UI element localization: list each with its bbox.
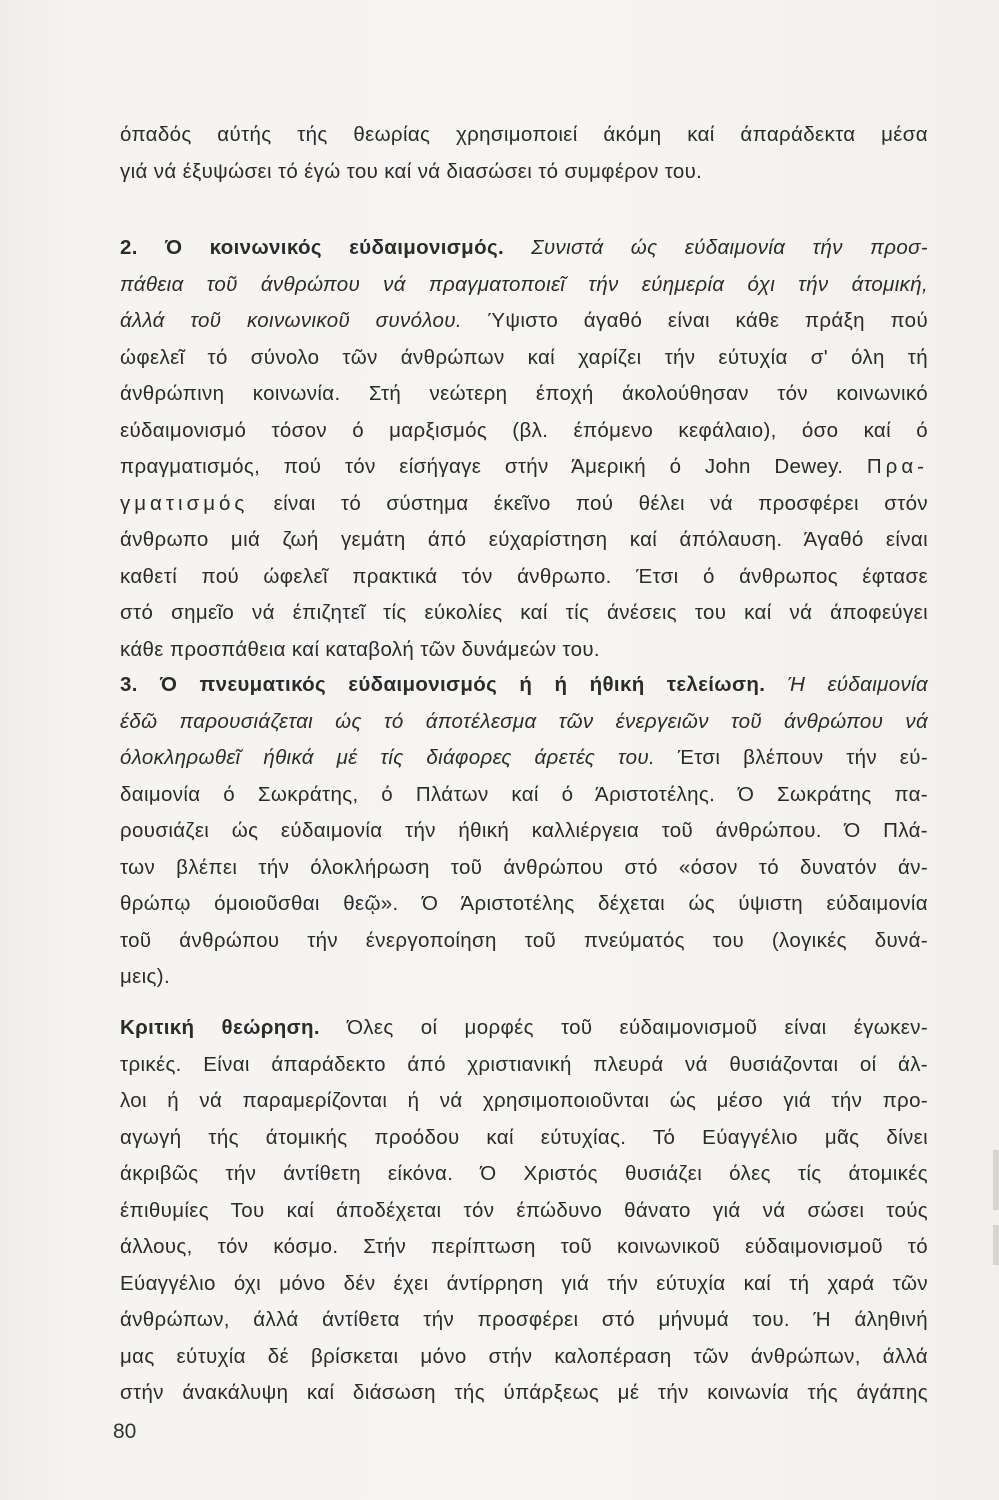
text-line: γιά νά έξυψώσει τό έγώ του καί νά διασώσει τό συμφέρον του. — [120, 159, 703, 183]
section-heading: Κριτική θεώρηση. — [120, 1016, 320, 1039]
text-line — [120, 740, 928, 777]
section-heading: 2. Ό κοινωνικός εύδαιμονισμός. — [120, 236, 504, 259]
text-line: θρώπῳ όμοιοῦσθαι θεῷ». Ό Άριστοτέλης δέχεται ώς ύψιστη εύδαιμονία — [120, 892, 928, 915]
text-line — [120, 449, 928, 486]
text-span: Έτσι βλέπουν τήν εύ- — [677, 746, 929, 769]
text-line: άνθρωπο μιά ζωή γεμάτη άπό εύχαρίστηση καί άπόλαυση. Άγαθό είναι — [120, 528, 928, 551]
text-line: στήν άνακάλυψη καί διάσωση τής ύπάρξεως μέ τήν κοινωνία τής άγάπης — [120, 1381, 928, 1404]
text-line: δαιμονία ό Σωκράτης, ό Πλάτων καί ό Άριστοτέλης. Ό Σωκράτης πα- — [120, 782, 928, 806]
text-line: αγωγή τής άτομικής προόδου καί εύτυχίας. Τό Εύαγγέλιο μᾶς δίνει — [120, 1125, 928, 1149]
intro-paragraph — [120, 117, 928, 190]
text-line: λοι ή νά παραμερίζονται ή νά χρησιμοποιοῦνται ώς μέσο γιά τήν προ- — [120, 1089, 928, 1112]
italic-text: Συνιστά ώς εύδαιμονία τήν προσ- — [531, 236, 928, 259]
section-social-eudaimonism — [120, 230, 928, 668]
text-line: άνθρώπων, άλλά άντίθετα τήν προσφέρει στό μήνυμά του. Ή άληθινή — [120, 1308, 928, 1331]
text-span: Όλες οί μορφές τοῦ εύδαιμονισμοῦ είναι έγωκεν- — [347, 1016, 929, 1039]
text-line: άλλους, τόν κόσμο. Στήν περίπτωση τοῦ κοινωνικοῦ εύδαιμονισμοῦ τό — [120, 1235, 928, 1258]
section-heading: 3. Ό πνευματικός εύδαιμονισμός ή ή ήθική τελείωση. — [120, 673, 766, 696]
text-line — [120, 303, 928, 340]
text-line: Εύαγγέλιο όχι μόνο δέν έχει άντίρρηση γιά τήν εύτυχία καί τή χαρά τῶν — [120, 1271, 928, 1295]
text-line: καθετί πού ώφελεῖ πρακτικά τόν άνθρωπο. Έτσι ό άνθρωπος έφτασε — [120, 564, 928, 588]
text-line: ρουσιάζει ώς εύδαιμονία τήν ήθική καλλιέργεια τοῦ άνθρώπου. Ό Πλά- — [120, 819, 928, 842]
text-line: ώφελεῖ τό σύνολο τῶν άνθρώπων καί χαρίζει τήν εύτυχία σ' όλη τή — [120, 345, 928, 369]
italic-text: άλλά τοῦ κοινωνικοῦ συνόλου. — [120, 309, 462, 332]
text-line — [120, 1010, 928, 1047]
text-line: μεις). — [120, 965, 171, 988]
text-line: έπιθυμίες Του καί άποδέχεται τόν έπώδυνο θάνατο γιά νά σώσει τούς — [120, 1198, 928, 1222]
text-span: Ύψιστο άγαθό είναι κάθε πράξη πού — [487, 309, 928, 332]
text-line: πάθεια τοῦ άνθρώπου νά πραγματοποιεῖ τήν εύημερία όχι τήν άτομική, — [120, 272, 928, 296]
section-spiritual-eudaimonism — [120, 667, 928, 996]
text-line — [120, 486, 928, 523]
spaced-word: Πρα- — [866, 455, 929, 478]
text-line: τρικές. Είναι άπαράδεκτο άπό χριστιανική πλευρά νά θυσιάζονται οί άλ- — [120, 1052, 928, 1076]
text-span: είναι τό σύστημα έκεῖνο πού θέλει νά προσφέρει στόν — [273, 491, 929, 515]
text-line: άνθρώπινη κοινωνία. Στή νεώτερη έποχή άκολούθησαν τόν κοινωνικό — [120, 382, 928, 405]
text-line: όπαδός αύτής τής θεωρίας χρησιμοποιεί άκόμη καί άπαράδεκτα μέσα — [120, 123, 928, 146]
text-line — [120, 667, 928, 704]
italic-text: όλοκληρωθεῖ ήθικά μέ τίς διάφορες άρετές του. — [120, 746, 656, 769]
text-line: κάθε προσπάθεια καί καταβολή τῶν δυνάμεών του. — [120, 637, 600, 661]
text-line — [120, 230, 928, 267]
text-line: εύδαιμονισμό τόσον ό μαρξισμός (βλ. έπόμενο κεφάλαιο), όσο καί ό — [120, 418, 928, 442]
text-line: τοῦ άνθρώπου τήν ένεργοποίηση τοῦ πνεύματός του (λογικές δυνά- — [120, 928, 928, 952]
page-edge-mark — [993, 1150, 999, 1210]
italic-text: Ή εύδαιμονία — [787, 673, 928, 696]
text-line: μας εύτυχία δέ βρίσκεται μόνο στήν καλοπέραση τῶν άνθρώπων, άλλά — [120, 1344, 928, 1368]
page-edge-mark — [993, 1225, 999, 1265]
text-line: έδῶ παρουσιάζεται ώς τό άποτέλεσμα τῶν ένεργειῶν τοῦ άνθρώπου νά — [120, 709, 928, 733]
spaced-word: γματισμός — [120, 491, 249, 515]
text-line: των βλέπει τήν όλοκλήρωση τοῦ άνθρώπου στό «όσον τό δυνατόν άν- — [120, 855, 928, 879]
text-line: στό σημεῖο νά έπιζητεῖ τίς εύκολίες καί τίς άνέσεις του καί νά άποφεύγει — [120, 601, 928, 624]
text-span: πραγματισμός, πού τόν είσήγαγε στήν Άμερική ό John Dewey. — [120, 455, 844, 478]
text-line: άκριβῶς τήν άντίθετη είκόνα. Ό Χριστός θυσιάζει όλες τίς άτομικές — [120, 1162, 928, 1185]
section-critique — [120, 1010, 928, 1412]
page-number: 80 — [113, 1420, 137, 1443]
